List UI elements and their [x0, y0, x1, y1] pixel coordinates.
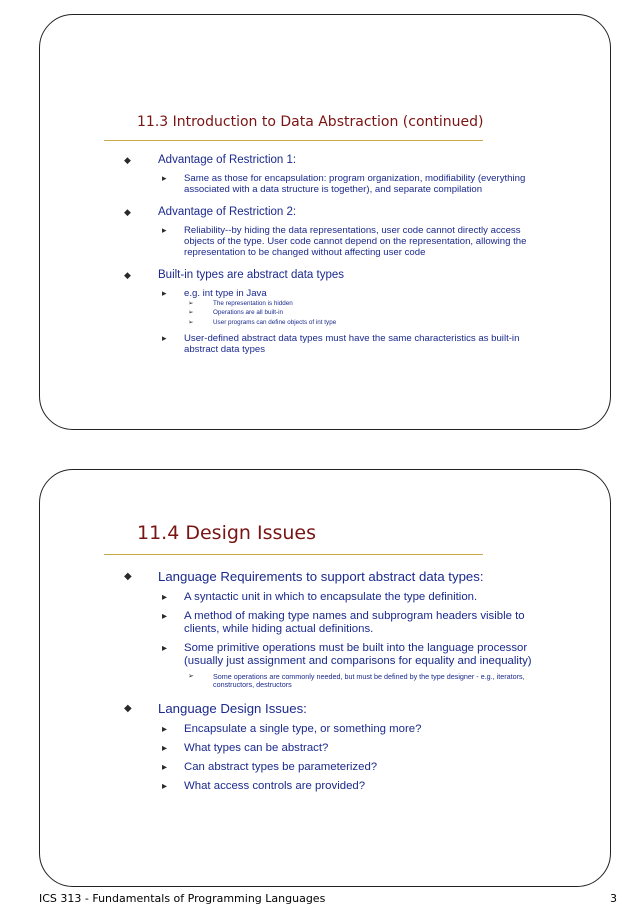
- sub-bullet-text: What access controls are provided?: [184, 780, 366, 792]
- check-arrow-bullet-icon: ➢: [188, 673, 194, 680]
- sub-bullet-item: [124, 288, 544, 299]
- bullet-text: Advantage of Restriction 2:: [158, 206, 297, 218]
- arrow-bullet-icon: ▸: [162, 225, 167, 235]
- slide-body: [124, 569, 544, 793]
- bullet-text: Language Requirements to support abstract data types:: [158, 569, 484, 584]
- arrow-bullet-icon: ▸: [162, 781, 168, 792]
- sub-bullet-text: User-defined abstract data types must have the same characteristics as built-in abstract data types: [184, 332, 520, 355]
- arrow-bullet-icon: ▸: [162, 592, 168, 603]
- diamond-bullet-icon: ◆: [124, 270, 131, 280]
- sub-bullet-item: [124, 780, 544, 793]
- arrow-bullet-icon: ▸: [162, 611, 168, 622]
- sub-bullet-text: Can abstract types be parameterized?: [184, 761, 378, 773]
- diamond-bullet-icon: ◆: [124, 207, 131, 217]
- slide-title: 11.3 Introduction to Data Abstraction (continued): [137, 114, 484, 130]
- page-footer: [39, 892, 617, 905]
- sub-bullet-item: [124, 723, 544, 736]
- bullet-item: [124, 701, 544, 717]
- sub-bullet-text: e.g. int type in Java: [184, 288, 267, 299]
- sub-bullet-item: [124, 742, 544, 755]
- sub-sub-bullet-text: User programs can define objects of int type: [213, 318, 337, 326]
- sub-bullet-text: Encapsulate a single type, or something more?: [184, 723, 422, 735]
- sub-bullet-text: Same as those for encapsulation: program organization, modifiability (everything associated with a data structure is together), and separate compilation: [184, 173, 526, 195]
- arrow-bullet-icon: ▸: [162, 724, 168, 735]
- sub-bullet-text: What types can be abstract?: [184, 742, 329, 754]
- bullet-item: [124, 268, 544, 282]
- sub-bullet-text: A syntactic unit in which to encapsulate the type definition.: [184, 591, 478, 603]
- sub-bullet-item: [124, 225, 544, 258]
- sub-sub-bullet-text: Some operations are commonly needed, but must be defined by the type designer - e.g., iterators, constructors, destructors: [213, 672, 525, 689]
- arrow-bullet-icon: ▸: [162, 762, 168, 773]
- sub-bullet-item: [124, 591, 544, 604]
- sub-sub-bullet-item: [124, 309, 544, 317]
- diamond-bullet-icon: ◆: [124, 155, 131, 165]
- sub-sub-bullet-item: [124, 300, 544, 308]
- arrow-bullet-icon: ▸: [162, 288, 167, 298]
- sub-sub-bullet-item: [124, 319, 544, 327]
- bullet-item: [124, 569, 544, 585]
- check-arrow-bullet-icon: ➢: [188, 309, 194, 317]
- sub-sub-bullet-item: [124, 673, 544, 689]
- title-underline: [104, 140, 483, 141]
- slide-title: 11.4 Design Issues: [137, 522, 317, 544]
- page-number: 3: [610, 892, 617, 905]
- sub-sub-bullet-text: Operations are all built-in: [213, 309, 284, 317]
- sub-bullet-item: [124, 610, 544, 636]
- bullet-text: Advantage of Restriction 1:: [158, 154, 297, 166]
- slide-frame-2: [39, 469, 611, 887]
- course-title: ICS 313 - Fundamentals of Programming Languages: [39, 892, 326, 905]
- sub-bullet-item: [124, 642, 544, 668]
- arrow-bullet-icon: ▸: [162, 643, 168, 654]
- slide-frame-1: [39, 14, 611, 430]
- slide-body: [124, 153, 544, 355]
- check-arrow-bullet-icon: ➢: [188, 300, 194, 307]
- sub-bullet-text: Reliability--by hiding the data representations, user code cannot directly access objects of the type. User code cannot depend on the representation, allowing the representation to be changed without affecting user code: [184, 225, 527, 258]
- arrow-bullet-icon: ▸: [162, 332, 167, 343]
- sub-sub-bullet-text: The representation is hidden: [213, 300, 293, 307]
- bullet-item: [124, 153, 544, 167]
- arrow-bullet-icon: ▸: [162, 743, 168, 754]
- diamond-bullet-icon: ◆: [124, 571, 132, 582]
- sub-bullet-item: [124, 333, 544, 355]
- arrow-bullet-icon: ▸: [162, 173, 167, 183]
- bullet-text: Built-in types are abstract data types: [158, 269, 345, 281]
- sub-bullet-text: A method of making type names and subprogram headers visible to clients, while hiding actual definitions.: [184, 610, 525, 635]
- diamond-bullet-icon: ◆: [124, 703, 132, 714]
- bullet-item: [124, 205, 544, 219]
- title-underline: [104, 554, 483, 555]
- check-arrow-bullet-icon: ➢: [188, 318, 194, 326]
- sub-bullet-text: Some primitive operations must be built into the language processor (usually just assignment and comparisons for equality and inequality): [184, 642, 532, 667]
- sub-bullet-item: [124, 173, 544, 195]
- sub-bullet-item: [124, 761, 544, 774]
- bullet-text: Language Design Issues:: [158, 701, 307, 716]
